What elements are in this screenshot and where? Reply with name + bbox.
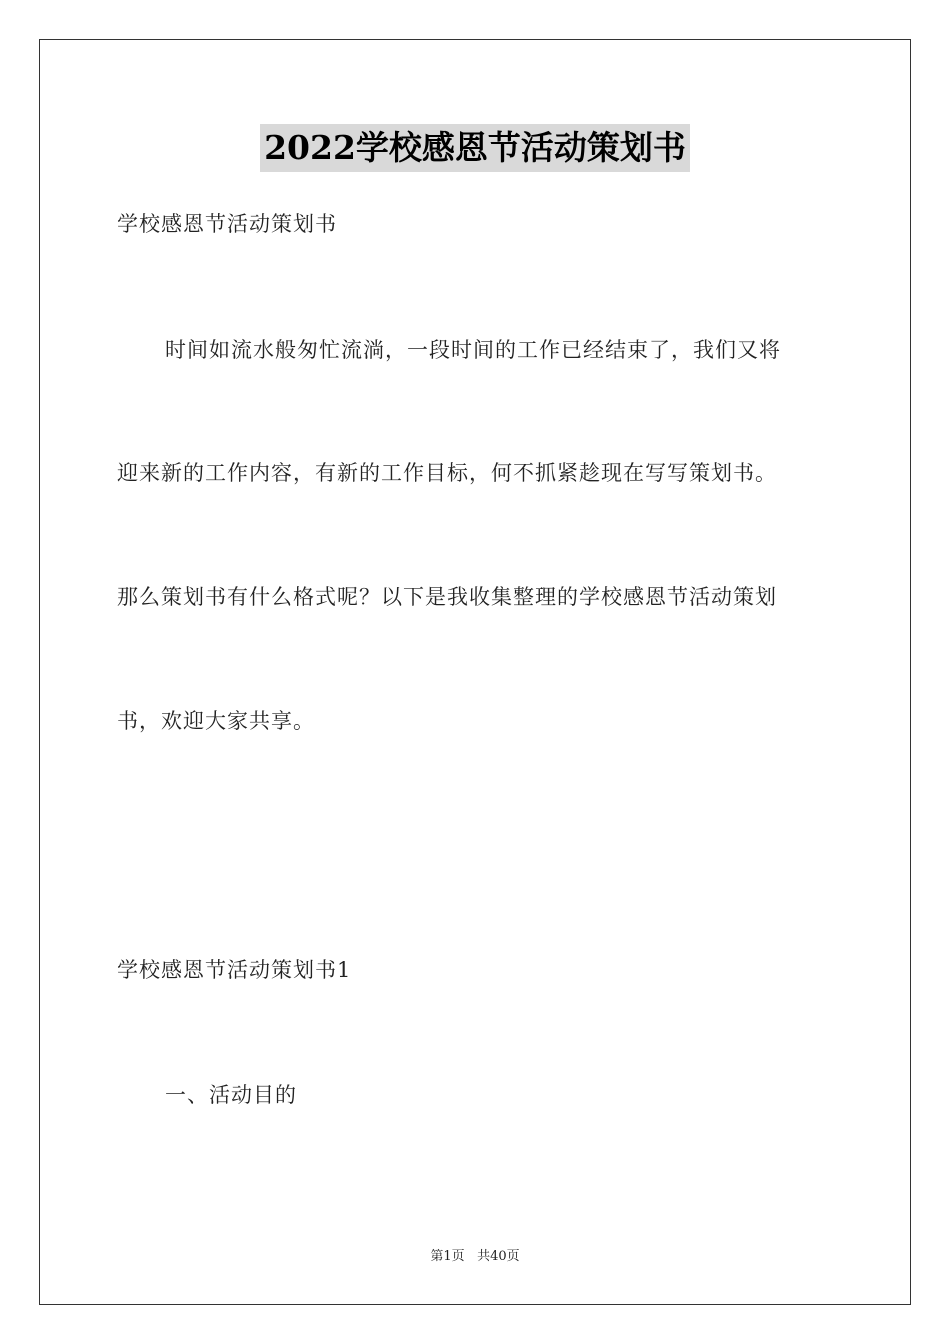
paragraph-line-3: 那么策划书有什么格式呢？以下是我收集整理的学校感恩节活动策划 bbox=[117, 585, 777, 609]
page-number: 第1页 bbox=[430, 1249, 465, 1264]
subsection-heading: 一、活动目的 bbox=[165, 1083, 297, 1107]
section-heading: 学校感恩节活动策划书1 bbox=[117, 958, 352, 982]
page-footer bbox=[0, 1248, 950, 1266]
paragraph-line-2: 迎来新的工作内容，有新的工作目标，何不抓紧趁现在写写策划书。 bbox=[117, 461, 777, 485]
paragraph-line-1: 时间如流水般匆忙流淌，一段时间的工作已经结束了，我们又将 bbox=[165, 338, 781, 362]
document-title: 2022学校感恩节活动策划书 bbox=[260, 124, 690, 172]
title-container bbox=[0, 124, 950, 172]
page-total: 共40页 bbox=[477, 1249, 520, 1264]
paragraph-line-4: 书，欢迎大家共享。 bbox=[117, 709, 315, 733]
document-subtitle: 学校感恩节活动策划书 bbox=[117, 212, 337, 236]
